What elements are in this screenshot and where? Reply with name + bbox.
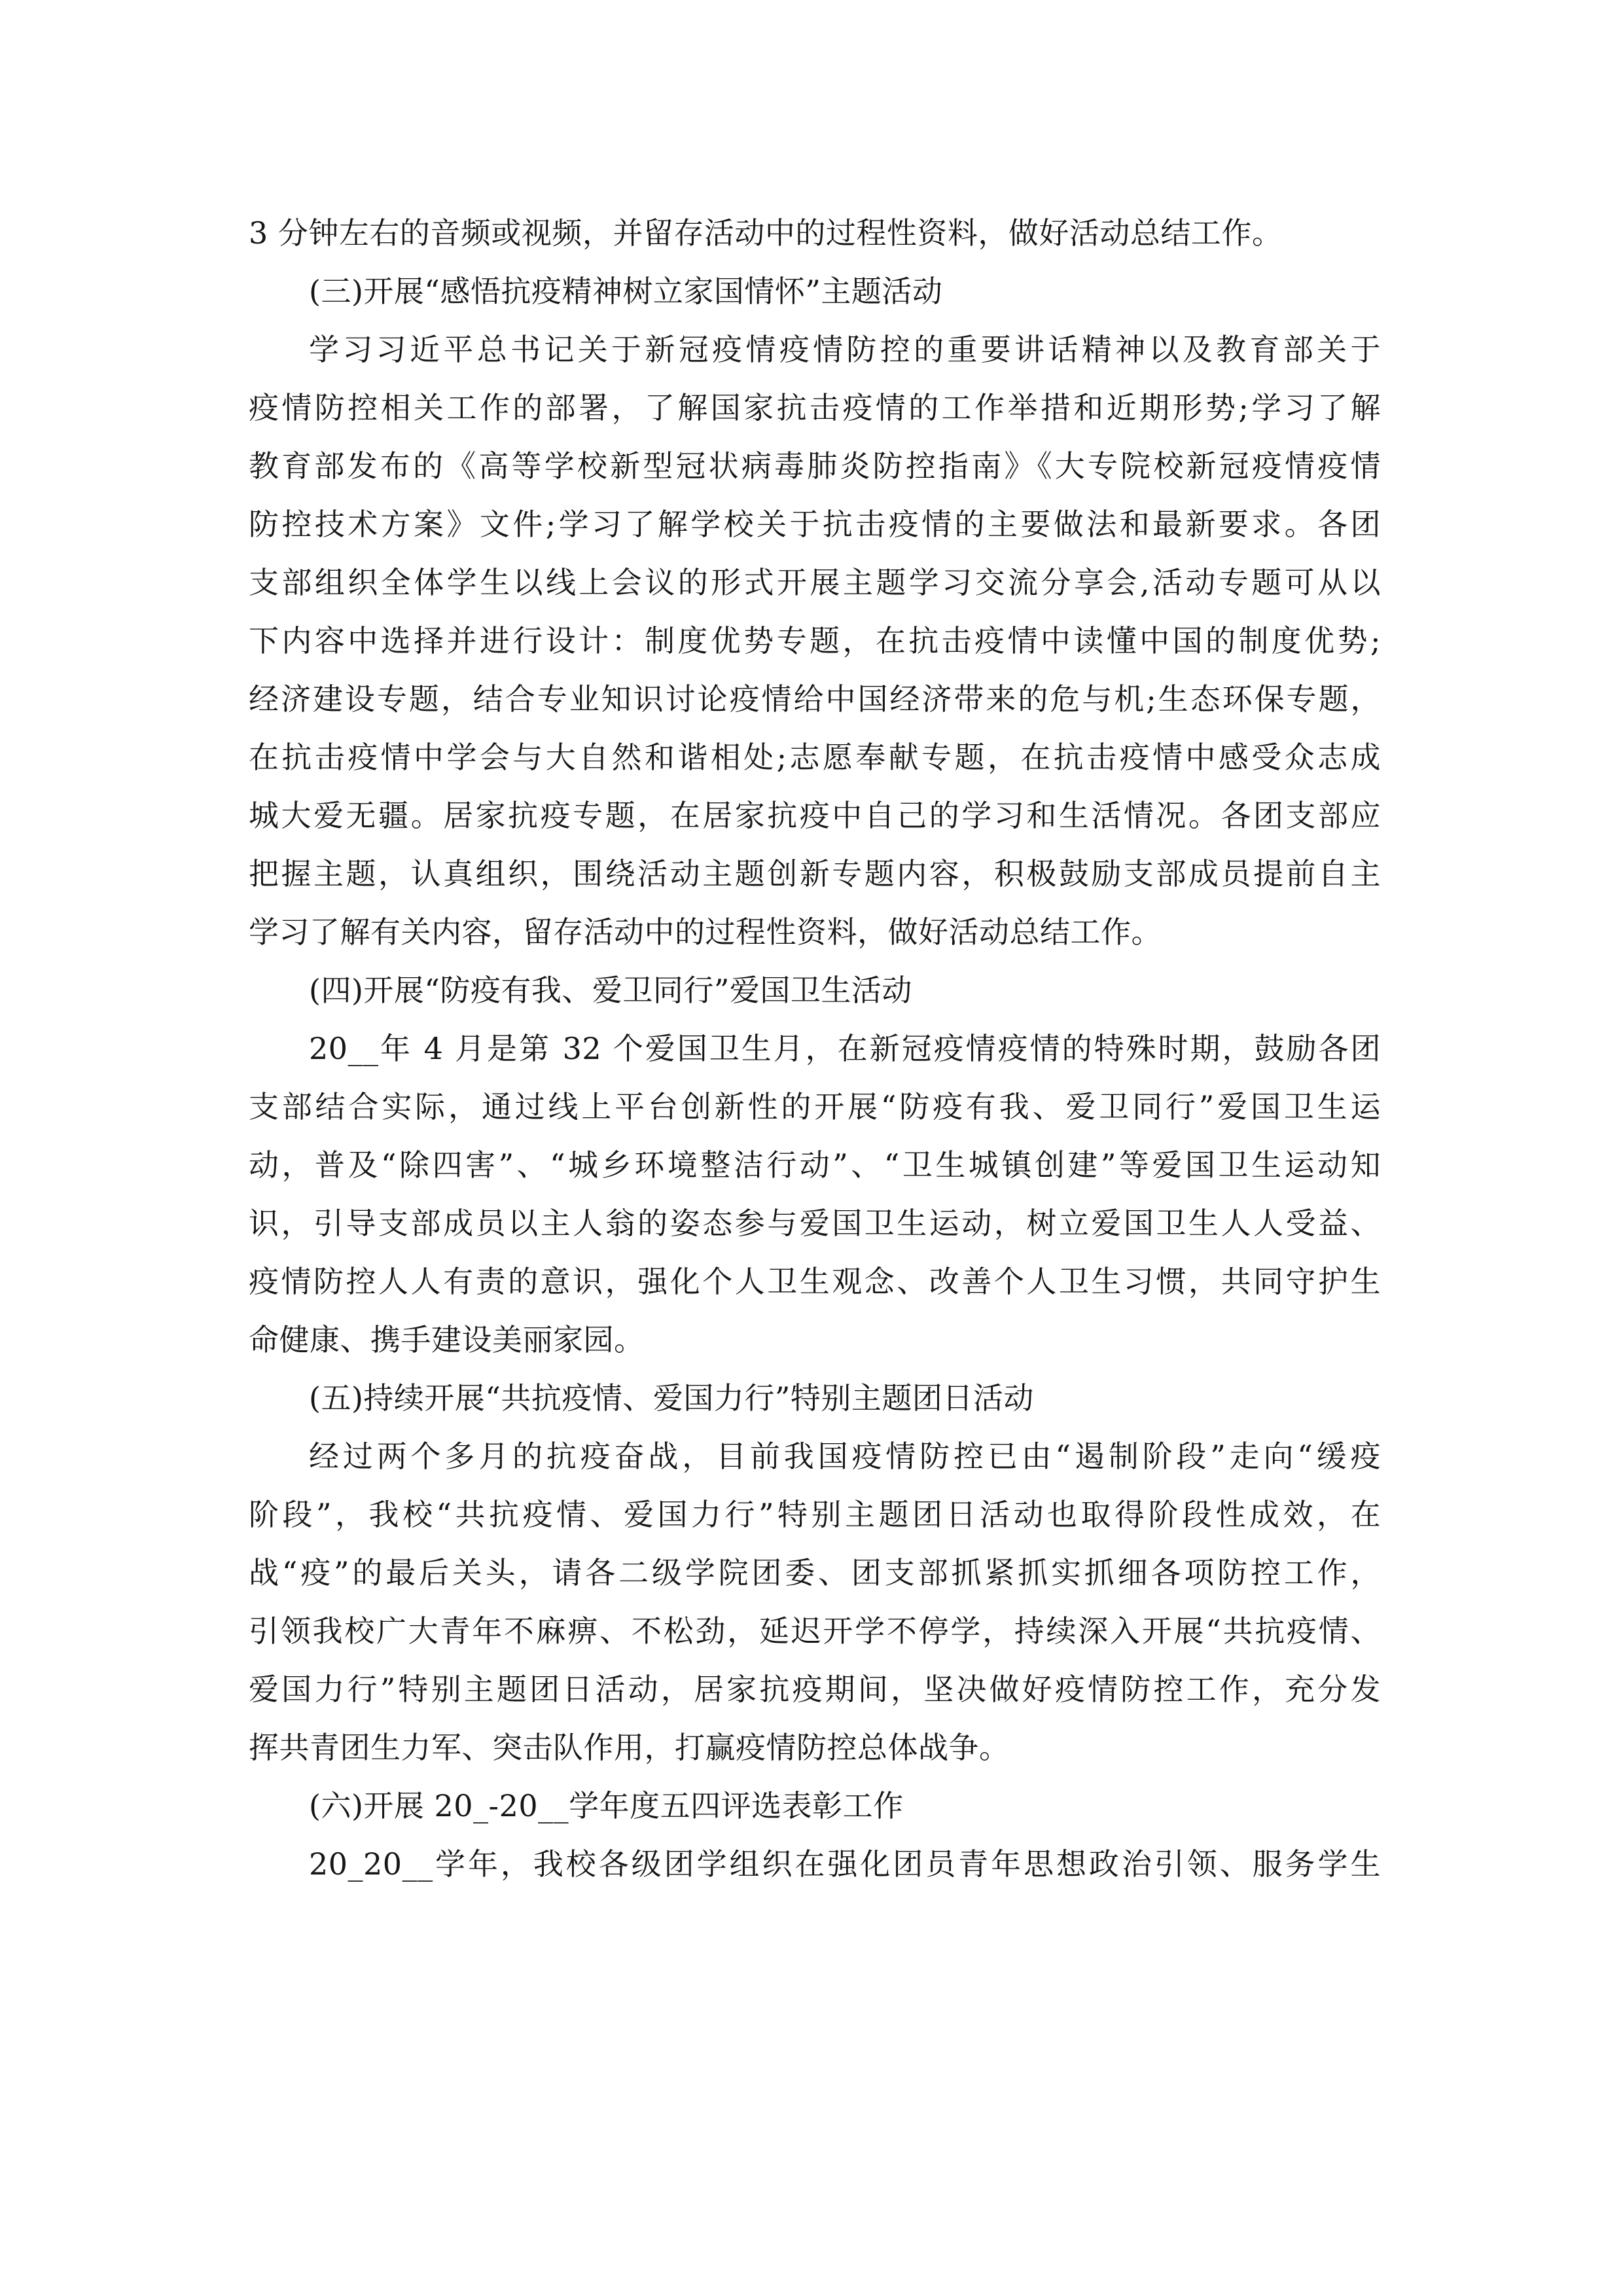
text-line: 支部组织全体学生以线上会议的形式开展主题学习交流分享会,活动专题可从以 bbox=[249, 565, 1381, 600]
text-line: 经过两个多月的抗疫奋战，目前我国疫情防控已由“遏制阶段”走向“缓疫 bbox=[309, 1439, 1381, 1474]
text-line: (六)开展 20_-20__学年度五四评选表彰工作 bbox=[309, 1788, 904, 1823]
text-line: (五)持续开展“共抗疫情、爱国力行”特别主题团日活动 bbox=[309, 1380, 1034, 1416]
text-line: 学习了解有关内容，留存活动中的过程性资料，做好活动总结工作。 bbox=[249, 914, 1162, 950]
text-line: 爱国力行”特别主题团日活动，居家抗疫期间，坚决做好疫情防控工作，充分发 bbox=[249, 1672, 1381, 1707]
text-line: (四)开展“防疫有我、爱卫同行”爱国卫生活动 bbox=[309, 973, 912, 1008]
text-line: 动，普及“除四害”、“城乡环境整洁行动”、“卫生城镇创建”等爱国卫生运动知 bbox=[249, 1147, 1381, 1183]
text-line: 学习习近平总书记关于新冠疫情疫情防控的重要讲话精神以及教育部关于 bbox=[309, 332, 1381, 367]
text-line: 下内容中选择并进行设计：制度优势专题，在抗击疫情中读懂中国的制度优势; bbox=[249, 623, 1381, 658]
text-line: 识，引导支部成员以主人翁的姿态参与爱国卫生运动，树立爱国卫生人人受益、 bbox=[249, 1206, 1381, 1241]
text-line: 教育部发布的《高等学校新型冠状病毒肺炎防控指南》《大专院校新冠疫情疫情 bbox=[249, 448, 1381, 484]
text-line: 引领我校广大青年不麻痹、不松劲，延迟开学不停学，持续深入开展“共抗疫情、 bbox=[249, 1613, 1381, 1649]
text-line: 城大爱无疆。居家抗疫专题，在居家抗疫中自己的学习和生活情况。各团支部应 bbox=[249, 798, 1381, 833]
text-line: 阶段”，我校“共抗疫情、爱国力行”特别主题团日活动也取得阶段性成效，在 bbox=[249, 1497, 1381, 1532]
text-line: (三)开展“感悟抗疫精神树立家国情怀”主题活动 bbox=[309, 274, 943, 309]
text-line: 支部结合实际，通过线上平台创新性的开展“防疫有我、爱卫同行”爱国卫生运 bbox=[249, 1089, 1381, 1124]
text-line: 命健康、携手建设美丽家园。 bbox=[249, 1322, 645, 1357]
text-line: 挥共青团生力军、突击队作用，打赢疫情防控总体战争。 bbox=[249, 1730, 1010, 1765]
text-line: 在抗击疫情中学会与大自然和谐相处;志愿奉献专题，在抗击疫情中感受众志成 bbox=[249, 740, 1381, 775]
text-line: 疫情防控人人有责的意识，强化个人卫生观念、改善个人卫生习惯，共同守护生 bbox=[249, 1264, 1381, 1299]
text-line: 把握主题，认真组织，围绕活动主题创新专题内容，积极鼓励支部成员提前自主 bbox=[249, 856, 1381, 891]
text-line: 3 分钟左右的音频或视频，并留存活动中的过程性资料，做好活动总结工作。 bbox=[249, 215, 1283, 251]
text-line: 疫情防控相关工作的部署，了解国家抗击疫情的工作举措和近期形势;学习了解 bbox=[249, 390, 1381, 425]
document-body bbox=[249, 204, 1381, 1893]
text-line: 20_20__学年，我校各级团学组织在强化团员青年思想政治引领、服务学生 bbox=[309, 1846, 1381, 1882]
text-line: 20__年 4 月是第 32 个爱国卫生月，在新冠疫情疫情的特殊时期，鼓励各团 bbox=[309, 1031, 1381, 1066]
text-line: 防控技术方案》文件;学习了解学校关于抗击疫情的主要做法和最新要求。各团 bbox=[249, 507, 1381, 542]
text-line: 战“疫”的最后关头，请各二级学院团委、团支部抓紧抓实抓细各项防控工作， bbox=[249, 1555, 1381, 1590]
text-line: 经济建设专题，结合专业知识讨论疫情给中国经济带来的危与机;生态环保专题， bbox=[249, 681, 1381, 717]
